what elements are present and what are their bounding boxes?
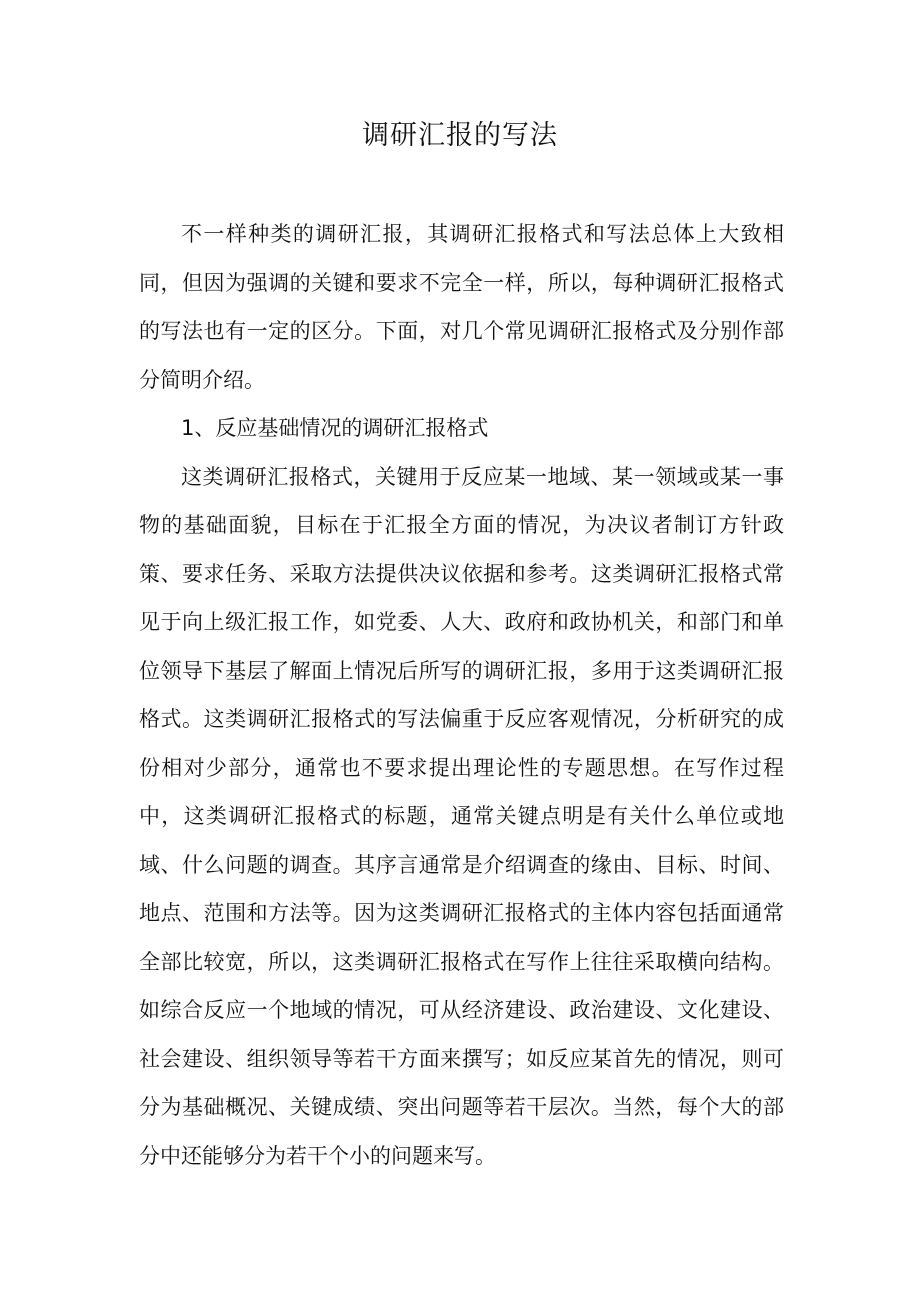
section-heading: 1、反应基础情况的调研汇报格式 [181,416,489,440]
document-body [139,210,784,1180]
intro-paragraph: 不一样种类的调研汇报，其调研汇报格式和写法总体上大致相同，但因为强调的关键和要求不完全一样，所以，每种调研汇报格式的写法也有一定的区分。下面，对几个常见调研汇报格式及分别作部分简明介绍。 [139,222,784,392]
body-paragraph: 这类调研汇报格式，关键用于反应某一地域、某一领域或某一事物的基础面貌，目标在于汇报全方面的情况，为决议者制订方针政策、要求任务、采取方法提供决议依据和参考。这类调研汇报格式常见于向上级汇报工作，如党委、人大、政府和政协机关，和部门和单位领导下基层了解面上情况后所写的调研汇报，多用于这类调研汇报格式。这类调研汇报格式的写法偏重于反应客观情况，分析研究的成份相对少部分，通常也不要求提出理论性的专题思想。在写作过程中，这类调研汇报格式的标题，通常关键点明是有关什么单位或地域、什么问题的调查。其序言通常是介绍调查的缘由、目标、时间、地点、范围和方法等。因为这类调研汇报格式的主体内容包括面通常全部比较宽，所以，这类调研汇报格式在写作上往往采取横向结构。如综合反应一个地域的情况，可从经济建设、政治建设、文化建设、社会建设、组织领导等若干方面来撰写；如反应某首先的情况，则可分为基础概况、关键成绩、突出问题等若干层次。当然，每个大的部分中还能够分为若干个小的问题来写。 [139,464,784,1168]
document-title: 调研汇报的写法 [362,120,558,151]
